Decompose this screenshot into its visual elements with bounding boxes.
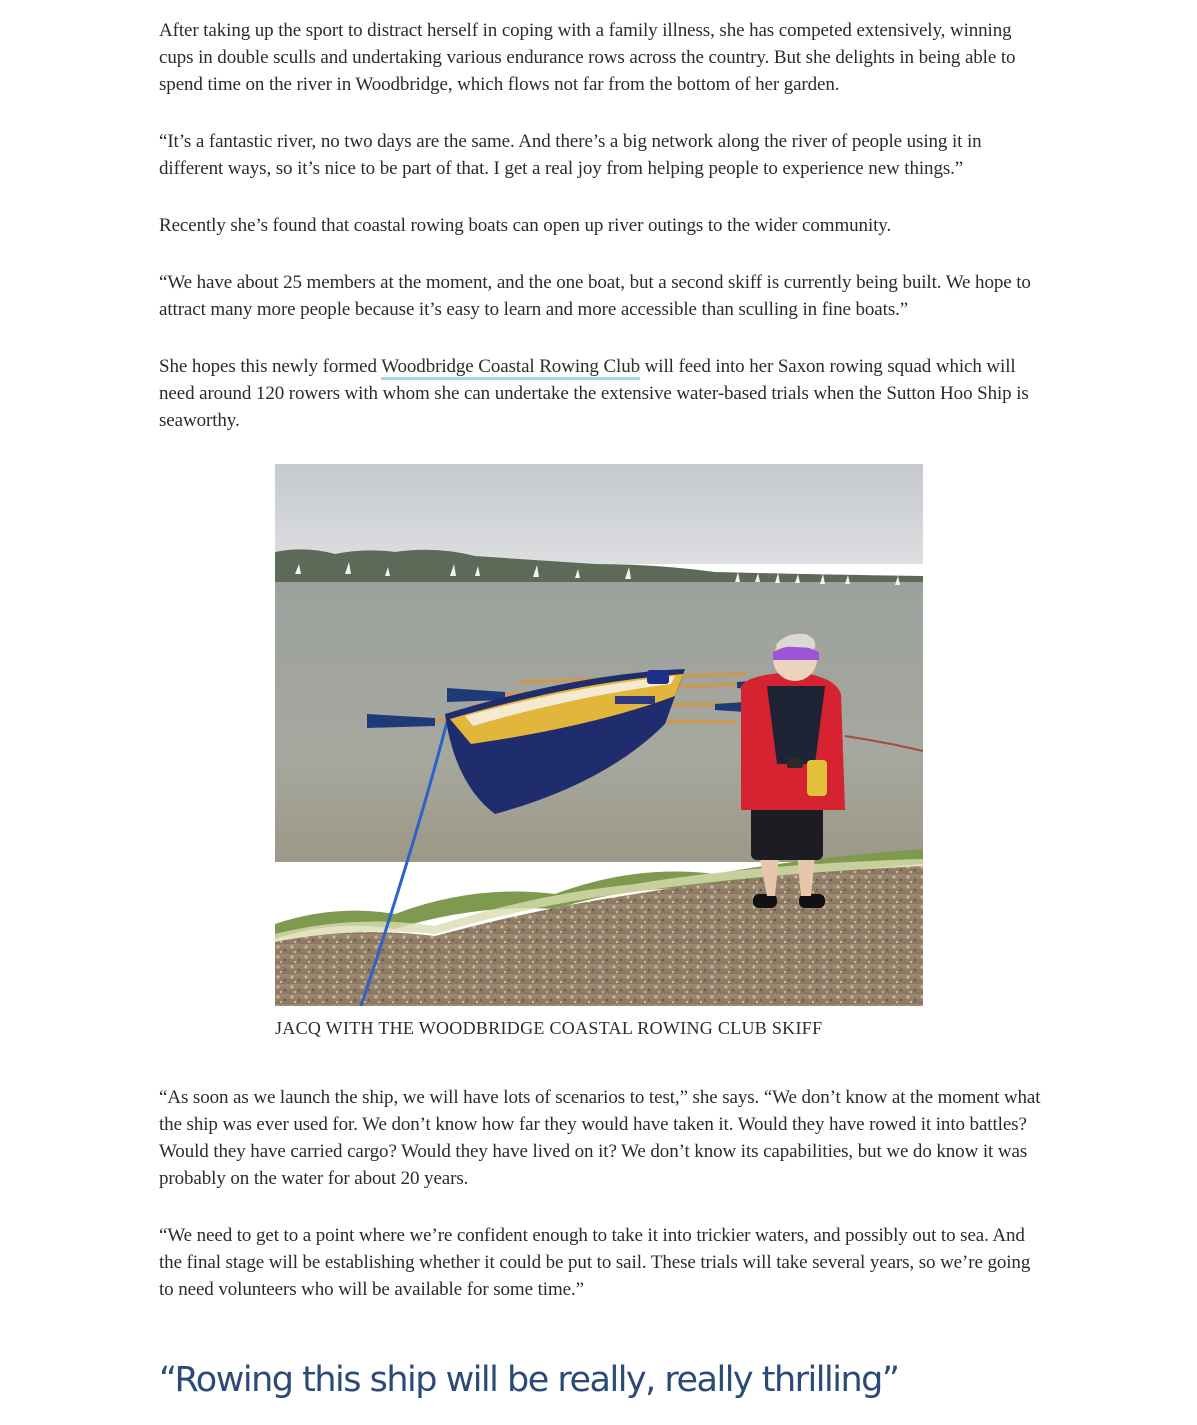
paragraph: After taking up the sport to distract herself in coping with a family illness, she has competed extensively, winning cups in double sculls and undertaking various endurance rows across the country. But she delights in being able to spend time on the river in Woodbridge, which flows not far from the bottom of her garden. <box>159 20 1016 95</box>
rowing-skiff-photo <box>275 464 923 1006</box>
boat-name-lettering: Whisstock <box>479 743 525 753</box>
photo-caption: JACQ WITH THE WOODBRIDGE COASTAL ROWING CLUB SKIFF <box>275 1018 823 1038</box>
paragraph-club <box>159 353 1044 434</box>
paragraph-text: She hopes this newly formed <box>159 356 382 377</box>
photo-figure <box>275 464 923 1040</box>
rowing-club-link[interactable]: Woodbridge Coastal Rowing Club <box>381 356 640 380</box>
paragraph: “As soon as we launch the ship, we will have lots of scenarios to test,” she says. “We don’t know at the moment what the ship was ever used for. We don’t know how far they would have taken it. Would they have rowed it into battles? Would they have carried cargo? Would they have lived on it? We don’t know its capabilities, but we do know it was probably on the water for about 20 years. <box>159 1087 1041 1189</box>
article-body <box>159 17 1044 1333</box>
paragraph: Recently she’s found that coastal rowing boats can open up river outings to the wider community. <box>159 215 892 236</box>
paragraph-text: will feed into her Saxon rowing squad which will need around 120 rowers with whom she can undertake the extensive water-based trials when the Sutton Hoo Ship is seaworthy. <box>159 356 1029 431</box>
paragraph: “We need to get to a point where we’re confident enough to take it into trickier waters, and possibly out to sea. And the final stage will be establishing whether it could be put to sail. These trials will take several years, so we’re going to need volunteers who will be available for some time.” <box>159 1225 1031 1300</box>
paragraph: “We have about 25 members at the moment, and the one boat, but a second skiff is currently being built. We hope to attract many more people because it’s easy to learn and more accessible than sculling in fine boats.” <box>159 272 1031 320</box>
paragraph: “It’s a fantastic river, no two days are the same. And there’s a big network along the river of people using it in different ways, so it’s nice to be part of that. I get a real joy from helping people to experience new things.” <box>159 131 982 179</box>
pull-quote: “Rowing this ship will be really, really thrilling” <box>159 1360 899 1400</box>
